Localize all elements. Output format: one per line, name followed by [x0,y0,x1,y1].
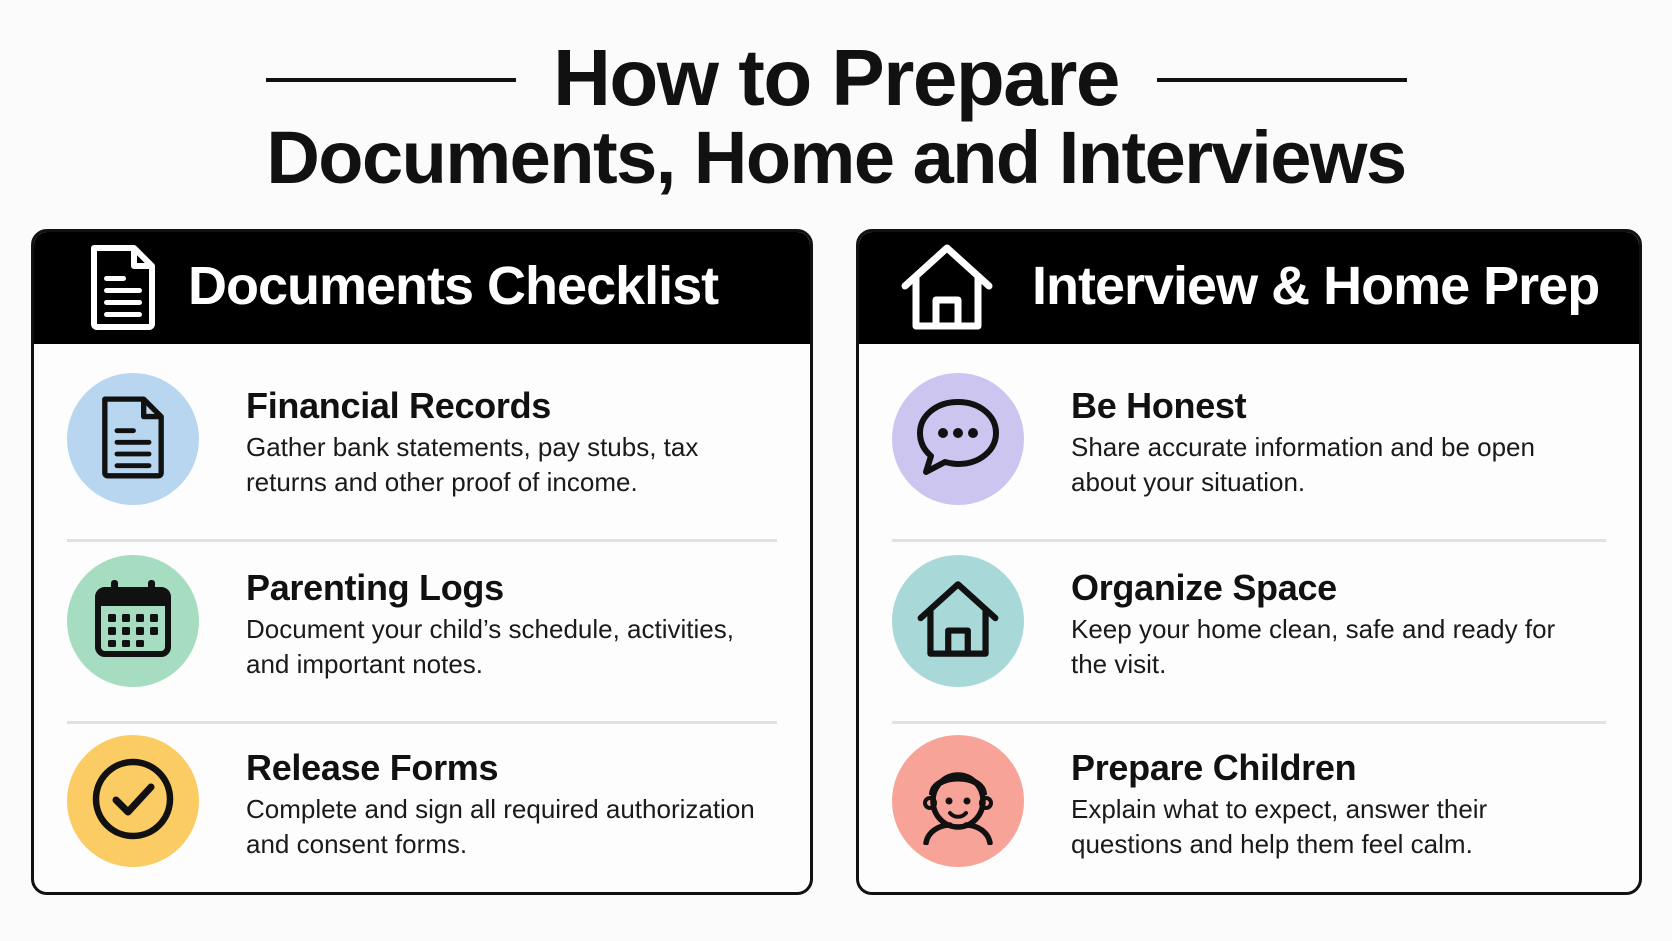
check-circle-icon [91,757,175,846]
item-description: Keep your home clean, safe and ready for the visit. [1071,614,1556,679]
icon-circle [67,735,199,867]
item-title: Parenting Logs [246,567,504,608]
icon-circle [892,373,1024,505]
item-title: Be Honest [1071,385,1247,426]
list-item-be-honest [859,362,1639,542]
icon-circle [892,735,1024,867]
icon-circle [67,373,199,505]
page-subtitle: Documents, Home and Interviews [266,116,1406,199]
child-face-icon [912,753,1004,850]
house-icon [899,242,995,337]
list-item-organize-space [859,544,1639,724]
interview-home-prep-panel [856,229,1642,895]
panel-header [34,232,810,344]
item-title: Financial Records [246,385,551,426]
page-header [0,0,1672,215]
icon-circle [892,555,1024,687]
document-icon [99,394,167,485]
item-description: Gather bank statements, pay stubs, tax returns and other proof of income. [246,432,699,497]
item-title: Prepare Children [1071,747,1357,788]
item-description: Share accurate information and be open about your situation. [1071,432,1535,497]
panel-header [859,232,1639,344]
panel-title: Documents Checklist [188,256,719,316]
speech-bubble-icon [914,396,1002,483]
list-item-prepare-children [859,724,1639,895]
page-title: How to Prepare [553,33,1119,122]
item-title: Organize Space [1071,567,1337,608]
item-description: Explain what to expect, answer their questions and help them feel calm. [1071,794,1488,859]
icon-circle [67,555,199,687]
divider [67,539,777,542]
panel-title: Interview & Home Prep [1032,256,1600,316]
divider [892,539,1606,542]
list-item-financial-records [34,362,810,542]
list-item-parenting-logs [34,544,810,724]
item-description: Document your child’s schedule, activities, and important notes. [246,614,734,679]
item-description: Complete and sign all required authorization and consent forms. [246,794,755,859]
documents-checklist-panel [31,229,813,895]
document-icon [88,244,158,335]
list-item-release-forms [34,724,810,895]
item-title: Release Forms [246,747,499,788]
calendar-icon [93,578,173,665]
house-icon [914,579,1002,664]
